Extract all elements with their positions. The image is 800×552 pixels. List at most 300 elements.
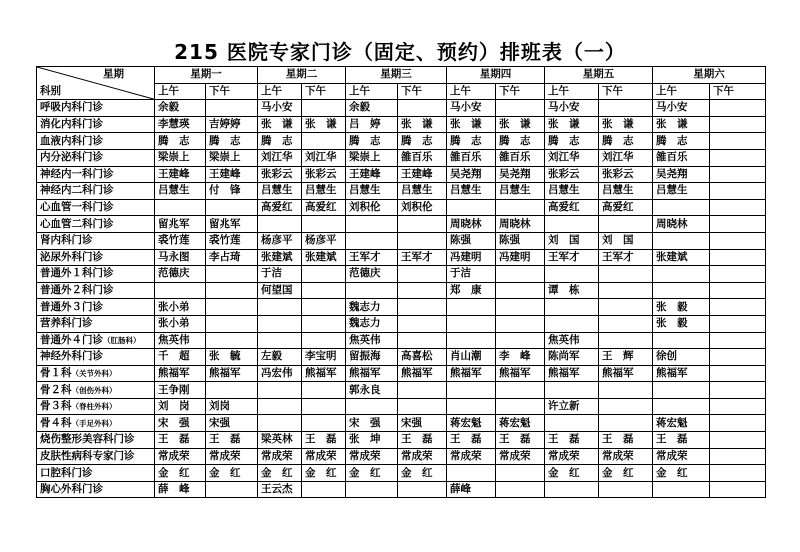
department-name: 烧伤整形美容科门诊 (40, 433, 135, 446)
doctor-cell: 吕慧生 (346, 183, 398, 200)
doctor-cell (710, 116, 766, 133)
table-row (37, 183, 766, 200)
department-name: 心血管二科门诊 (40, 217, 114, 230)
doctor-cell: 薛峰 (447, 481, 496, 498)
doctor-cell (545, 315, 599, 332)
department-name: 血液内科门诊 (40, 134, 103, 147)
table-row (37, 481, 766, 498)
doctor-cell: 杨彦平 (302, 232, 346, 249)
doctor-cell (447, 398, 496, 415)
doctor-cell (346, 481, 398, 498)
doctor-cell: 常成荣 (258, 448, 302, 465)
doctor-cell: 刘岗 (206, 398, 258, 415)
doctor-cell: 熊福军 (302, 365, 346, 382)
doctor-cell: 常成荣 (206, 448, 258, 465)
department-cell (37, 232, 155, 249)
doctor-cell: 常成荣 (447, 448, 496, 465)
doctor-cell: 常成荣 (302, 448, 346, 465)
department-cell (37, 432, 155, 449)
doctor-cell: 刘江华 (545, 149, 599, 166)
doctor-cell (653, 199, 710, 216)
doctor-cell: 常成荣 (653, 448, 710, 465)
afternoon-header: 下午 (710, 83, 766, 100)
doctor-cell (545, 481, 599, 498)
doctor-cell: 张建斌 (258, 249, 302, 266)
doctor-cell (302, 266, 346, 283)
doctor-cell: 肖山潮 (447, 349, 496, 366)
doctor-cell: 王建峰 (398, 166, 447, 183)
doctor-cell: 吕慧生 (447, 183, 496, 200)
doctor-cell (398, 481, 447, 498)
doctor-cell (398, 332, 447, 349)
doctor-cell (710, 299, 766, 316)
table-row (37, 266, 766, 283)
department-name: 呼吸内科门诊 (40, 101, 103, 114)
doctor-cell: 王云杰 (258, 481, 302, 498)
doctor-cell: 腾 志 (653, 133, 710, 150)
doctor-cell (398, 100, 447, 117)
table-row (37, 332, 766, 349)
doctor-cell (599, 216, 653, 233)
doctor-cell (710, 398, 766, 415)
doctor-cell (653, 398, 710, 415)
doctor-cell (599, 382, 653, 399)
doctor-cell (599, 415, 653, 432)
doctor-cell: 冯宏伟 (258, 365, 302, 382)
doctor-cell (653, 282, 710, 299)
doctor-cell: 王 辉 (599, 349, 653, 366)
doctor-cell (447, 315, 496, 332)
doctor-cell: 蒋宏魁 (653, 415, 710, 432)
department-name: 骨２科 (40, 383, 72, 396)
doctor-cell (710, 100, 766, 117)
table-row (37, 100, 766, 117)
doctor-cell: 李宝明 (302, 349, 346, 366)
doctor-cell: 张建斌 (302, 249, 346, 266)
doctor-cell: 张 谦 (496, 116, 545, 133)
department-name: 骨４科 (40, 416, 72, 429)
doctor-cell (447, 382, 496, 399)
doctor-cell: 周晓林 (447, 216, 496, 233)
morning-header: 上午 (653, 83, 710, 100)
doctor-cell (710, 315, 766, 332)
doctor-cell: 张彩云 (599, 166, 653, 183)
table-row (37, 315, 766, 332)
doctor-cell: 梁崇上 (346, 149, 398, 166)
doctor-cell: 马小安 (258, 100, 302, 117)
day-header: 星期五 (545, 67, 653, 84)
doctor-cell: 王 磊 (206, 432, 258, 449)
department-cell (37, 332, 155, 349)
doctor-cell: 宋强 (206, 415, 258, 432)
doctor-cell (710, 249, 766, 266)
afternoon-header: 下午 (398, 83, 447, 100)
doctor-cell: 焦英伟 (346, 332, 398, 349)
doctor-cell: 腾 志 (398, 133, 447, 150)
department-cell (37, 398, 155, 415)
doctor-cell: 腾 志 (496, 133, 545, 150)
doctor-cell (710, 166, 766, 183)
department-subtitle: （创伤外科） (71, 385, 117, 395)
doctor-cell: 金 红 (155, 465, 206, 482)
doctor-cell (206, 282, 258, 299)
department-name: 神经内二科门诊 (40, 184, 114, 197)
doctor-cell: 熊福军 (398, 365, 447, 382)
doctor-cell: 张 毅 (653, 315, 710, 332)
doctor-cell (206, 266, 258, 283)
doctor-cell: 于洁 (258, 266, 302, 283)
doctor-cell (710, 216, 766, 233)
doctor-cell: 刘江华 (258, 149, 302, 166)
doctor-cell: 熊福军 (346, 365, 398, 382)
doctor-cell: 张彩云 (302, 166, 346, 183)
department-name: 口腔科门诊 (40, 466, 93, 479)
doctor-cell (599, 266, 653, 283)
doctor-cell: 周晓林 (653, 216, 710, 233)
doctor-cell: 王争刚 (155, 382, 206, 399)
doctor-cell: 熊福军 (447, 365, 496, 382)
doctor-cell (206, 315, 258, 332)
doctor-cell (599, 398, 653, 415)
department-name: 皮肤性病科专家门诊 (40, 449, 135, 462)
department-name: 神经外科门诊 (40, 350, 103, 363)
table-row (37, 299, 766, 316)
doctor-cell (447, 199, 496, 216)
doctor-cell (206, 299, 258, 316)
table-row (37, 382, 766, 399)
doctor-cell: 留振海 (346, 349, 398, 366)
doctor-cell: 吕 婷 (346, 116, 398, 133)
doctor-cell: 腾 志 (346, 133, 398, 150)
doctor-cell (258, 382, 302, 399)
doctor-cell: 张 谦 (545, 116, 599, 133)
doctor-cell: 腾 志 (155, 133, 206, 150)
doctor-cell: 张彩云 (545, 166, 599, 183)
department-name: 消化内科门诊 (40, 118, 103, 131)
department-name: 肾内科门诊 (40, 234, 93, 247)
doctor-cell (710, 448, 766, 465)
doctor-cell: 王 磊 (653, 432, 710, 449)
doctor-cell: 吕慧生 (398, 183, 447, 200)
doctor-cell (206, 199, 258, 216)
doctor-cell: 腾 志 (545, 133, 599, 150)
table-row (37, 133, 766, 150)
doctor-cell (258, 315, 302, 332)
page-title: 215 医院专家门诊（固定、预约）排班表（一） (174, 40, 626, 64)
doctor-cell: 熊福军 (599, 365, 653, 382)
doctor-cell (258, 415, 302, 432)
doctor-cell (258, 299, 302, 316)
doctor-cell: 常成荣 (346, 448, 398, 465)
doctor-cell (599, 315, 653, 332)
doctor-cell (302, 382, 346, 399)
doctor-cell: 金 红 (545, 465, 599, 482)
doctor-cell: 王 磊 (545, 432, 599, 449)
doctor-cell: 高爱红 (302, 199, 346, 216)
doctor-cell: 高喜松 (398, 349, 447, 366)
doctor-cell (302, 398, 346, 415)
department-cell (37, 481, 155, 498)
doctor-cell: 王 磊 (447, 432, 496, 449)
doctor-cell: 刘江华 (599, 149, 653, 166)
doctor-cell (398, 315, 447, 332)
doctor-cell (496, 481, 545, 498)
doctor-cell: 熊福军 (496, 365, 545, 382)
doctor-cell: 付 锋 (206, 183, 258, 200)
morning-header: 上午 (545, 83, 599, 100)
doctor-cell (398, 266, 447, 283)
department-name: 泌尿外科门诊 (40, 250, 103, 263)
table-row (37, 199, 766, 216)
department-cell (37, 415, 155, 432)
schedule-table (36, 66, 766, 498)
doctor-cell (496, 398, 545, 415)
doctor-cell: 张 坤 (346, 432, 398, 449)
doctor-cell (496, 315, 545, 332)
doctor-cell: 刘江华 (302, 149, 346, 166)
doctor-cell: 蒋宏魁 (447, 415, 496, 432)
doctor-cell: 陈强 (447, 232, 496, 249)
doctor-cell: 裘竹莲 (206, 232, 258, 249)
doctor-cell (653, 382, 710, 399)
department-cell (37, 448, 155, 465)
doctor-cell: 马小安 (447, 100, 496, 117)
doctor-cell: 吕慧生 (545, 183, 599, 200)
doctor-cell (258, 398, 302, 415)
morning-header: 上午 (258, 83, 302, 100)
doctor-cell (710, 149, 766, 166)
doctor-cell (302, 100, 346, 117)
doctor-cell (206, 332, 258, 349)
department-cell (37, 382, 155, 399)
doctor-cell (496, 465, 545, 482)
table-row (37, 432, 766, 449)
doctor-cell: 魏志力 (346, 315, 398, 332)
department-cell (37, 299, 155, 316)
doctor-cell: 焦英伟 (545, 332, 599, 349)
doctor-cell: 刘 国 (599, 232, 653, 249)
doctor-cell (302, 415, 346, 432)
doctor-cell: 腾 志 (599, 133, 653, 150)
doctor-cell: 于洁 (447, 266, 496, 283)
doctor-cell: 蒋宏魁 (496, 415, 545, 432)
department-cell (37, 365, 155, 382)
doctor-cell: 王建峰 (206, 166, 258, 183)
doctor-cell: 张 毓 (206, 349, 258, 366)
doctor-cell (302, 282, 346, 299)
department-name: 普通外４门诊 (40, 333, 103, 346)
department-cell (37, 133, 155, 150)
doctor-cell (302, 299, 346, 316)
department-name: 心血管一科门诊 (40, 201, 114, 214)
doctor-cell: 王建峰 (155, 166, 206, 183)
doctor-cell (599, 332, 653, 349)
doctor-cell: 刘积伦 (398, 199, 447, 216)
doctor-cell: 金 红 (653, 465, 710, 482)
doctor-cell (398, 216, 447, 233)
table-row (37, 282, 766, 299)
doctor-cell: 余毅 (346, 100, 398, 117)
doctor-cell: 吴尧翔 (447, 166, 496, 183)
morning-header: 上午 (155, 83, 206, 100)
table-row (37, 465, 766, 482)
doctor-cell: 张 谦 (398, 116, 447, 133)
doctor-cell: 马小安 (545, 100, 599, 117)
doctor-cell: 王军才 (599, 249, 653, 266)
doctor-cell: 周晓林 (496, 216, 545, 233)
doctor-cell: 留兆军 (206, 216, 258, 233)
doctor-cell (496, 299, 545, 316)
department-name: 胸心外科门诊 (40, 483, 103, 496)
doctor-cell: 金 红 (599, 465, 653, 482)
afternoon-header: 下午 (599, 83, 653, 100)
doctor-cell: 常成荣 (496, 448, 545, 465)
doctor-cell: 张小弟 (155, 299, 206, 316)
afternoon-header: 下午 (206, 83, 258, 100)
doctor-cell: 熊福军 (206, 365, 258, 382)
doctor-cell: 腾 志 (206, 133, 258, 150)
doctor-cell: 张 谦 (653, 116, 710, 133)
doctor-cell: 何望国 (258, 282, 302, 299)
department-cell (37, 183, 155, 200)
morning-header: 上午 (346, 83, 398, 100)
doctor-cell (346, 398, 398, 415)
doctor-cell (302, 332, 346, 349)
doctor-cell (398, 299, 447, 316)
department-subtitle: （肛肠科） (103, 335, 141, 345)
doctor-cell (599, 282, 653, 299)
doctor-cell (710, 465, 766, 482)
doctor-cell: 吉婷婷 (206, 116, 258, 133)
table-row (37, 398, 766, 415)
doctor-cell: 王 磊 (302, 432, 346, 449)
table-row (37, 232, 766, 249)
doctor-cell: 常成荣 (155, 448, 206, 465)
doctor-cell: 裘竹莲 (155, 232, 206, 249)
department-name: 普通外３门诊 (40, 300, 103, 313)
doctor-cell: 许立新 (545, 398, 599, 415)
doctor-cell (398, 282, 447, 299)
doctor-cell: 熊福军 (155, 365, 206, 382)
doctor-cell: 王 磊 (398, 432, 447, 449)
doctor-cell (206, 481, 258, 498)
afternoon-header: 下午 (496, 83, 545, 100)
doctor-cell: 马小安 (653, 100, 710, 117)
doctor-cell: 雒百乐 (447, 149, 496, 166)
doctor-cell (710, 365, 766, 382)
doctor-cell (398, 398, 447, 415)
department-name: 营养科门诊 (40, 317, 93, 330)
doctor-cell (545, 299, 599, 316)
doctor-cell (710, 415, 766, 432)
doctor-cell (710, 432, 766, 449)
doctor-cell: 张建斌 (653, 249, 710, 266)
doctor-cell: 张 谦 (599, 116, 653, 133)
doctor-cell: 梁崇上 (155, 149, 206, 166)
doctor-cell: 熊福军 (545, 365, 599, 382)
doctor-cell: 郭永良 (346, 382, 398, 399)
doctor-cell (447, 332, 496, 349)
doctor-cell: 薛 峰 (155, 481, 206, 498)
doctor-cell (496, 382, 545, 399)
day-header: 星期三 (346, 67, 447, 84)
doctor-cell (258, 216, 302, 233)
department-cell (37, 216, 155, 233)
department-name: 骨３科 (40, 400, 72, 413)
morning-header: 上午 (447, 83, 496, 100)
doctor-cell: 徐创 (653, 349, 710, 366)
doctor-cell: 冯建明 (496, 249, 545, 266)
table-row (37, 116, 766, 133)
department-subtitle: （脊柱外科） (71, 402, 117, 412)
doctor-cell: 刘 岗 (155, 398, 206, 415)
doctor-cell (302, 315, 346, 332)
doctor-cell: 腾 志 (258, 133, 302, 150)
doctor-cell: 熊福军 (653, 365, 710, 382)
doctor-cell (710, 349, 766, 366)
doctor-cell: 吕慧生 (258, 183, 302, 200)
doctor-cell: 吕慧生 (302, 183, 346, 200)
table-row (37, 415, 766, 432)
doctor-cell: 吕慧生 (653, 183, 710, 200)
doctor-cell: 留兆军 (155, 216, 206, 233)
doctor-cell (447, 465, 496, 482)
doctor-cell: 陈强 (496, 232, 545, 249)
department-name: 神经内一科门诊 (40, 167, 114, 180)
doctor-cell: 谭 栋 (545, 282, 599, 299)
corner-dept-label: 科别 (40, 85, 61, 98)
department-cell (37, 282, 155, 299)
doctor-cell: 金 红 (258, 465, 302, 482)
doctor-cell: 高爱红 (599, 199, 653, 216)
doctor-cell (710, 232, 766, 249)
doctor-cell (599, 299, 653, 316)
doctor-cell: 王军才 (346, 249, 398, 266)
doctor-cell (496, 332, 545, 349)
doctor-cell (710, 199, 766, 216)
doctor-cell (155, 199, 206, 216)
doctor-cell: 千 超 (155, 349, 206, 366)
doctor-cell: 左毅 (258, 349, 302, 366)
table-row (37, 365, 766, 382)
doctor-cell: 王 磊 (496, 432, 545, 449)
doctor-cell: 刘积伦 (346, 199, 398, 216)
department-cell (37, 315, 155, 332)
doctor-cell (710, 332, 766, 349)
doctor-cell (599, 100, 653, 117)
department-cell (37, 100, 155, 117)
department-cell (37, 149, 155, 166)
table-row (37, 448, 766, 465)
doctor-cell (710, 282, 766, 299)
doctor-cell: 高爱红 (545, 199, 599, 216)
department-name: 普通外１科门诊 (40, 267, 114, 280)
doctor-cell: 金 红 (302, 465, 346, 482)
doctor-cell: 雒百乐 (398, 149, 447, 166)
doctor-cell: 张 谦 (258, 116, 302, 133)
department-name: 骨１科 (40, 366, 72, 379)
doctor-cell (302, 216, 346, 233)
doctor-cell (545, 266, 599, 283)
doctor-cell: 腾 志 (447, 133, 496, 150)
doctor-cell: 吕慧生 (496, 183, 545, 200)
doctor-cell: 雒百乐 (653, 149, 710, 166)
doctor-cell (496, 266, 545, 283)
doctor-cell: 李占琦 (206, 249, 258, 266)
doctor-cell (545, 382, 599, 399)
doctor-cell: 张 毅 (653, 299, 710, 316)
doctor-cell (302, 133, 346, 150)
